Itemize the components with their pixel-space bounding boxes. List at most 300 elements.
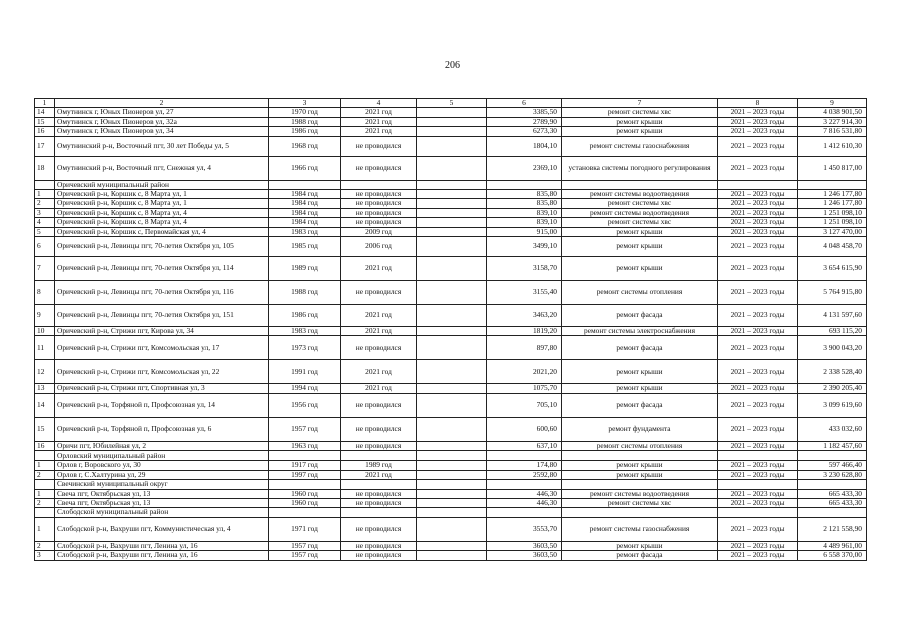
cell-last-repair: 2021 год [341, 470, 417, 479]
cell-area: 1075,70 [487, 384, 562, 393]
table-row [35, 108, 867, 117]
cell-build-year: 1960 год [269, 498, 341, 507]
cell-build-year: 1957 год [269, 551, 341, 560]
cell-number: 14 [35, 108, 55, 117]
cell-last-repair: 2009 год [341, 227, 417, 236]
cell-number: 12 [35, 360, 55, 384]
cell-area: 1819,20 [487, 327, 562, 336]
cell-cost: 1 251 098,10 [798, 218, 867, 227]
cell-cost: 3 127 470,00 [798, 227, 867, 236]
cell-work-type: ремонт системы водоотведения [562, 190, 718, 199]
cell-address: Оричевский р-н, Левинцы пгт, 70-летия Октября ул, 114 [55, 257, 269, 281]
cell-period: 2021 – 2023 годы [718, 127, 798, 136]
cell-build-year: 1994 год [269, 384, 341, 393]
cell-area: 3158,70 [487, 257, 562, 281]
section-empty-cell [798, 508, 867, 517]
cell-address: Омутнинск г, Юных Пионеров ул, 27 [55, 108, 269, 117]
cell-number: 2 [35, 199, 55, 208]
cell-address: Оричевский р-н, Коршик с, 8 Марта ул, 4 [55, 218, 269, 227]
header-cell-8: 8 [718, 99, 798, 108]
section-empty-cell [487, 508, 562, 517]
cell-work-type: ремонт системы отопления [562, 441, 718, 450]
cell-address: Оричевский р-н, Коршик с, 8 Марта ул, 1 [55, 199, 269, 208]
cell-address: Оричевский р-н, Левинцы пгт, 70-летия Октября ул, 116 [55, 281, 269, 305]
cell-empty [417, 517, 487, 541]
cell-build-year: 1985 год [269, 237, 341, 257]
cell-last-repair: не проводился [341, 336, 417, 360]
cell-number: 15 [35, 117, 55, 126]
page-number: 206 [445, 60, 460, 71]
cell-last-repair: 1989 год [341, 461, 417, 470]
cell-cost: 1 251 098,10 [798, 208, 867, 217]
cell-empty [417, 227, 487, 236]
section-empty-cell [718, 480, 798, 489]
cell-address: Оричевский р-н, Стрижи пгт, Кирова ул, 34 [55, 327, 269, 336]
cell-period: 2021 – 2023 годы [718, 218, 798, 227]
cell-cost: 1 246 177,80 [798, 199, 867, 208]
cell-last-repair: не проводился [341, 517, 417, 541]
cell-cost: 2 390 205,40 [798, 384, 867, 393]
section-title: Слободской муниципальный район [55, 508, 269, 517]
cell-address: Оричевский р-н, Коршик с, Первомайская ул, 4 [55, 227, 269, 236]
cell-empty [417, 417, 487, 441]
cell-empty [417, 489, 487, 498]
cell-build-year: 1997 год [269, 470, 341, 479]
cell-work-type: ремонт крыши [562, 541, 718, 550]
cell-area: 2592,80 [487, 470, 562, 479]
cell-number: 16 [35, 441, 55, 450]
cell-build-year: 1963 год [269, 441, 341, 450]
cell-area: 600,60 [487, 417, 562, 441]
table-row [35, 336, 867, 360]
table-row [35, 384, 867, 393]
capital-repair-table [34, 98, 867, 561]
section-empty-cell [718, 180, 798, 189]
header-cell-7: 7 [562, 99, 718, 108]
section-empty-cell [417, 180, 487, 189]
cell-area: 2021,20 [487, 360, 562, 384]
cell-area: 835,80 [487, 190, 562, 199]
cell-build-year: 1971 год [269, 517, 341, 541]
table-body [35, 99, 867, 561]
cell-last-repair: не проводился [341, 218, 417, 227]
cell-work-type: ремонт фасада [562, 305, 718, 327]
cell-period: 2021 – 2023 годы [718, 470, 798, 479]
cell-build-year: 1984 год [269, 208, 341, 217]
cell-work-type: ремонт фасада [562, 551, 718, 560]
section-number-cell [35, 480, 55, 489]
cell-cost: 6 558 370,00 [798, 551, 867, 560]
cell-address: Слободской р-н, Вахруши пгт, Ленина ул, 16 [55, 551, 269, 560]
cell-work-type: ремонт системы отопления [562, 281, 718, 305]
cell-empty [417, 360, 487, 384]
cell-last-repair: не проводился [341, 156, 417, 180]
header-cell-6: 6 [487, 99, 562, 108]
cell-cost: 597 466,40 [798, 461, 867, 470]
cell-work-type: ремонт крыши [562, 360, 718, 384]
cell-last-repair: 2021 год [341, 108, 417, 117]
cell-empty [417, 117, 487, 126]
cell-empty [417, 208, 487, 217]
section-row [35, 180, 867, 189]
cell-number: 1 [35, 461, 55, 470]
cell-address: Свеча пгт, Октябрьская ул, 13 [55, 489, 269, 498]
cell-work-type: ремонт крыши [562, 237, 718, 257]
cell-number: 8 [35, 281, 55, 305]
section-empty-cell [718, 451, 798, 461]
cell-area: 915,00 [487, 227, 562, 236]
section-empty-cell [798, 180, 867, 189]
cell-address: Оричи пгт, Юбилейная ул, 2 [55, 441, 269, 450]
cell-work-type: ремонт крыши [562, 384, 718, 393]
cell-number: 16 [35, 127, 55, 136]
cell-cost: 1 450 817,00 [798, 156, 867, 180]
table-row [35, 190, 867, 199]
cell-area: 3463,20 [487, 305, 562, 327]
cell-last-repair: 2006 год [341, 237, 417, 257]
cell-area: 1804,10 [487, 136, 562, 156]
cell-empty [417, 281, 487, 305]
section-empty-cell [269, 180, 341, 189]
cell-cost: 3 654 615,90 [798, 257, 867, 281]
cell-number: 5 [35, 227, 55, 236]
cell-empty [417, 190, 487, 199]
cell-number: 2 [35, 541, 55, 550]
section-empty-cell [487, 451, 562, 461]
cell-cost: 3 900 043,20 [798, 336, 867, 360]
cell-number: 15 [35, 417, 55, 441]
cell-period: 2021 – 2023 годы [718, 336, 798, 360]
cell-cost: 665 433,30 [798, 498, 867, 507]
cell-period: 2021 – 2023 годы [718, 257, 798, 281]
cell-work-type: ремонт фасада [562, 393, 718, 417]
cell-empty [417, 470, 487, 479]
cell-address: Омутнинский р-н, Восточный пгт, Снежная ул, 4 [55, 156, 269, 180]
cell-build-year: 1986 год [269, 127, 341, 136]
cell-cost: 693 115,20 [798, 327, 867, 336]
cell-cost: 3 230 628,80 [798, 470, 867, 479]
cell-last-repair: 2021 год [341, 327, 417, 336]
cell-period: 2021 – 2023 годы [718, 360, 798, 384]
cell-area: 446,30 [487, 498, 562, 507]
cell-build-year: 1984 год [269, 218, 341, 227]
section-empty-cell [269, 480, 341, 489]
cell-number: 13 [35, 384, 55, 393]
cell-address: Оричевский р-н, Левинцы пгт, 70-летия Октября ул, 105 [55, 237, 269, 257]
cell-period: 2021 – 2023 годы [718, 199, 798, 208]
section-empty-cell [798, 451, 867, 461]
cell-work-type: ремонт крыши [562, 461, 718, 470]
cell-last-repair: не проводился [341, 208, 417, 217]
cell-build-year: 1956 год [269, 393, 341, 417]
section-title: Свечинский муниципальный округ [55, 480, 269, 489]
section-row [35, 508, 867, 517]
cell-cost: 5 764 915,80 [798, 281, 867, 305]
cell-build-year: 1991 год [269, 360, 341, 384]
cell-cost: 665 433,30 [798, 489, 867, 498]
cell-empty [417, 327, 487, 336]
cell-work-type: ремонт системы водоотведения [562, 489, 718, 498]
cell-period: 2021 – 2023 годы [718, 441, 798, 450]
cell-last-repair: не проводился [341, 199, 417, 208]
cell-area: 446,30 [487, 489, 562, 498]
table-row [35, 218, 867, 227]
table-row [35, 227, 867, 236]
cell-empty [417, 156, 487, 180]
cell-number: 17 [35, 136, 55, 156]
table-row [35, 156, 867, 180]
cell-area: 3499,10 [487, 237, 562, 257]
cell-period: 2021 – 2023 годы [718, 117, 798, 126]
cell-address: Слободской р-н, Вахруши пгт, Коммунистическая ул, 4 [55, 517, 269, 541]
cell-empty [417, 336, 487, 360]
cell-area: 3553,70 [487, 517, 562, 541]
cell-build-year: 1983 год [269, 327, 341, 336]
cell-cost: 2 338 528,40 [798, 360, 867, 384]
section-empty-cell [417, 508, 487, 517]
cell-period: 2021 – 2023 годы [718, 327, 798, 336]
cell-empty [417, 441, 487, 450]
cell-empty [417, 384, 487, 393]
cell-area: 839,10 [487, 208, 562, 217]
cell-number: 2 [35, 470, 55, 479]
cell-last-repair: не проводился [341, 441, 417, 450]
cell-address: Оричевский р-н, Стрижи пгт, Спортивная ул, 3 [55, 384, 269, 393]
cell-last-repair: 2021 год [341, 117, 417, 126]
cell-area: 3155,40 [487, 281, 562, 305]
header-cell-2: 2 [55, 99, 269, 108]
cell-period: 2021 – 2023 годы [718, 498, 798, 507]
table-row [35, 417, 867, 441]
cell-build-year: 1957 год [269, 541, 341, 550]
table-row [35, 489, 867, 498]
header-cell-4: 4 [341, 99, 417, 108]
cell-number: 4 [35, 218, 55, 227]
cell-area: 3385,50 [487, 108, 562, 117]
cell-empty [417, 127, 487, 136]
cell-empty [417, 136, 487, 156]
table-row [35, 470, 867, 479]
cell-number: 7 [35, 257, 55, 281]
table-row [35, 127, 867, 136]
cell-build-year: 1970 год [269, 108, 341, 117]
cell-period: 2021 – 2023 годы [718, 190, 798, 199]
table-row [35, 441, 867, 450]
cell-cost: 2 121 558,90 [798, 517, 867, 541]
cell-work-type: установка системы погодного регулирования [562, 156, 718, 180]
cell-address: Оричевский р-н, Коршик с, 8 Марта ул, 1 [55, 190, 269, 199]
cell-last-repair: не проводился [341, 541, 417, 550]
cell-address: Орлов г, С.Халтурина ул, 29 [55, 470, 269, 479]
header-cell-1: 1 [35, 99, 55, 108]
section-row [35, 480, 867, 489]
cell-address: Оричевский р-н, Стрижи пгт, Комсомольская ул, 22 [55, 360, 269, 384]
cell-cost: 4 048 458,70 [798, 237, 867, 257]
section-empty-cell [341, 180, 417, 189]
cell-build-year: 1989 год [269, 257, 341, 281]
cell-number: 1 [35, 489, 55, 498]
cell-last-repair: не проводился [341, 489, 417, 498]
cell-work-type: ремонт системы хвс [562, 218, 718, 227]
cell-number: 6 [35, 237, 55, 257]
cell-area: 835,80 [487, 199, 562, 208]
section-number-cell [35, 451, 55, 461]
cell-work-type: ремонт системы хвс [562, 498, 718, 507]
table-row [35, 360, 867, 384]
section-empty-cell [341, 480, 417, 489]
cell-last-repair: не проводился [341, 281, 417, 305]
table-row [35, 498, 867, 507]
cell-last-repair: не проводился [341, 393, 417, 417]
header-cell-9: 9 [798, 99, 867, 108]
cell-empty [417, 108, 487, 117]
cell-address: Омутнинск г, Юных Пионеров ул, 32а [55, 117, 269, 126]
cell-address: Омутнинский р-н, Восточный пгт, 30 лет Победы ул, 5 [55, 136, 269, 156]
table-row [35, 257, 867, 281]
cell-empty [417, 461, 487, 470]
cell-cost: 3 227 914,30 [798, 117, 867, 126]
table-row [35, 237, 867, 257]
table-row [35, 305, 867, 327]
cell-last-repair: не проводился [341, 551, 417, 560]
cell-period: 2021 – 2023 годы [718, 136, 798, 156]
cell-number: 3 [35, 208, 55, 217]
section-empty-cell [487, 180, 562, 189]
section-number-cell [35, 180, 55, 189]
section-empty-cell [341, 508, 417, 517]
cell-last-repair: 2021 год [341, 360, 417, 384]
cell-address: Оричевский р-н, Торфяной п, Профсоюзная ул, 6 [55, 417, 269, 441]
header-cell-3: 3 [269, 99, 341, 108]
cell-number: 2 [35, 498, 55, 507]
cell-build-year: 1917 год [269, 461, 341, 470]
cell-build-year: 1957 год [269, 417, 341, 441]
cell-period: 2021 – 2023 годы [718, 417, 798, 441]
cell-address: Оричевский р-н, Коршик с, 8 Марта ул, 4 [55, 208, 269, 217]
cell-area: 6273,30 [487, 127, 562, 136]
cell-work-type: ремонт системы хвс [562, 108, 718, 117]
table-row [35, 517, 867, 541]
cell-address: Оричевский р-н, Торфяной п, Профсоюзная ул, 14 [55, 393, 269, 417]
cell-work-type: ремонт крыши [562, 127, 718, 136]
cell-work-type: ремонт крыши [562, 227, 718, 236]
cell-build-year: 1986 год [269, 305, 341, 327]
table-row [35, 541, 867, 550]
section-empty-cell [487, 480, 562, 489]
section-empty-cell [718, 508, 798, 517]
cell-period: 2021 – 2023 годы [718, 461, 798, 470]
cell-build-year: 1984 год [269, 199, 341, 208]
cell-period: 2021 – 2023 годы [718, 108, 798, 117]
cell-period: 2021 – 2023 годы [718, 156, 798, 180]
section-empty-cell [798, 480, 867, 489]
section-number-cell [35, 508, 55, 517]
cell-work-type: ремонт фундамента [562, 417, 718, 441]
cell-area: 2369,10 [487, 156, 562, 180]
cell-work-type: ремонт системы газоснабжения [562, 136, 718, 156]
header-row [35, 99, 867, 108]
cell-period: 2021 – 2023 годы [718, 305, 798, 327]
cell-address: Слободской р-н, Вахруши пгт, Ленина ул, 16 [55, 541, 269, 550]
cell-area: 637,10 [487, 441, 562, 450]
cell-last-repair: не проводился [341, 417, 417, 441]
cell-empty [417, 305, 487, 327]
cell-work-type: ремонт крыши [562, 117, 718, 126]
cell-build-year: 1968 год [269, 136, 341, 156]
cell-empty [417, 393, 487, 417]
cell-period: 2021 – 2023 годы [718, 551, 798, 560]
cell-work-type: ремонт системы водоотведения [562, 208, 718, 217]
cell-last-repair: не проводился [341, 136, 417, 156]
cell-last-repair: не проводился [341, 498, 417, 507]
section-empty-cell [417, 480, 487, 489]
cell-empty [417, 551, 487, 560]
section-empty-cell [417, 451, 487, 461]
cell-address: Омутнинск г, Юных Пионеров ул, 34 [55, 127, 269, 136]
section-empty-cell [269, 451, 341, 461]
section-title: Орловский муниципальный район [55, 451, 269, 461]
cell-number: 11 [35, 336, 55, 360]
cell-number: 1 [35, 517, 55, 541]
cell-address: Орлов г, Воровского ул, 30 [55, 461, 269, 470]
cell-work-type: ремонт крыши [562, 470, 718, 479]
cell-cost: 4 489 961,00 [798, 541, 867, 550]
table-row [35, 281, 867, 305]
cell-last-repair: 2021 год [341, 305, 417, 327]
table-row [35, 208, 867, 217]
cell-build-year: 1983 год [269, 227, 341, 236]
cell-number: 3 [35, 551, 55, 560]
cell-cost: 3 099 619,60 [798, 393, 867, 417]
cell-area: 839,10 [487, 218, 562, 227]
cell-cost: 433 032,60 [798, 417, 867, 441]
cell-area: 3603,50 [487, 541, 562, 550]
table-row [35, 117, 867, 126]
cell-period: 2021 – 2023 годы [718, 489, 798, 498]
table-row [35, 551, 867, 560]
cell-area: 2789,90 [487, 117, 562, 126]
cell-empty [417, 257, 487, 281]
cell-area: 705,10 [487, 393, 562, 417]
cell-address: Свеча пгт, Октябрьская ул, 13 [55, 498, 269, 507]
section-empty-cell [562, 480, 718, 489]
cell-work-type: ремонт крыши [562, 257, 718, 281]
cell-cost: 4 038 901,50 [798, 108, 867, 117]
cell-work-type: ремонт системы электроснабжения [562, 327, 718, 336]
cell-work-type: ремонт фасада [562, 336, 718, 360]
cell-period: 2021 – 2023 годы [718, 517, 798, 541]
cell-period: 2021 – 2023 годы [718, 541, 798, 550]
section-title: Оричевский муниципальный район [55, 180, 269, 189]
cell-period: 2021 – 2023 годы [718, 237, 798, 257]
header-cell-5: 5 [417, 99, 487, 108]
cell-number: 14 [35, 393, 55, 417]
cell-period: 2021 – 2023 годы [718, 208, 798, 217]
section-empty-cell [562, 508, 718, 517]
cell-last-repair: 2021 год [341, 384, 417, 393]
cell-period: 2021 – 2023 годы [718, 227, 798, 236]
cell-build-year: 1984 год [269, 190, 341, 199]
cell-work-type: ремонт системы хвс [562, 199, 718, 208]
cell-empty [417, 498, 487, 507]
cell-build-year: 1966 год [269, 156, 341, 180]
cell-address: Оричевский р-н, Левинцы пгт, 70-летия Октября ул, 151 [55, 305, 269, 327]
cell-empty [417, 541, 487, 550]
section-row [35, 451, 867, 461]
cell-address: Оричевский р-н, Стрижи пгт, Комсомольская ул, 17 [55, 336, 269, 360]
cell-last-repair: не проводился [341, 190, 417, 199]
cell-empty [417, 237, 487, 257]
